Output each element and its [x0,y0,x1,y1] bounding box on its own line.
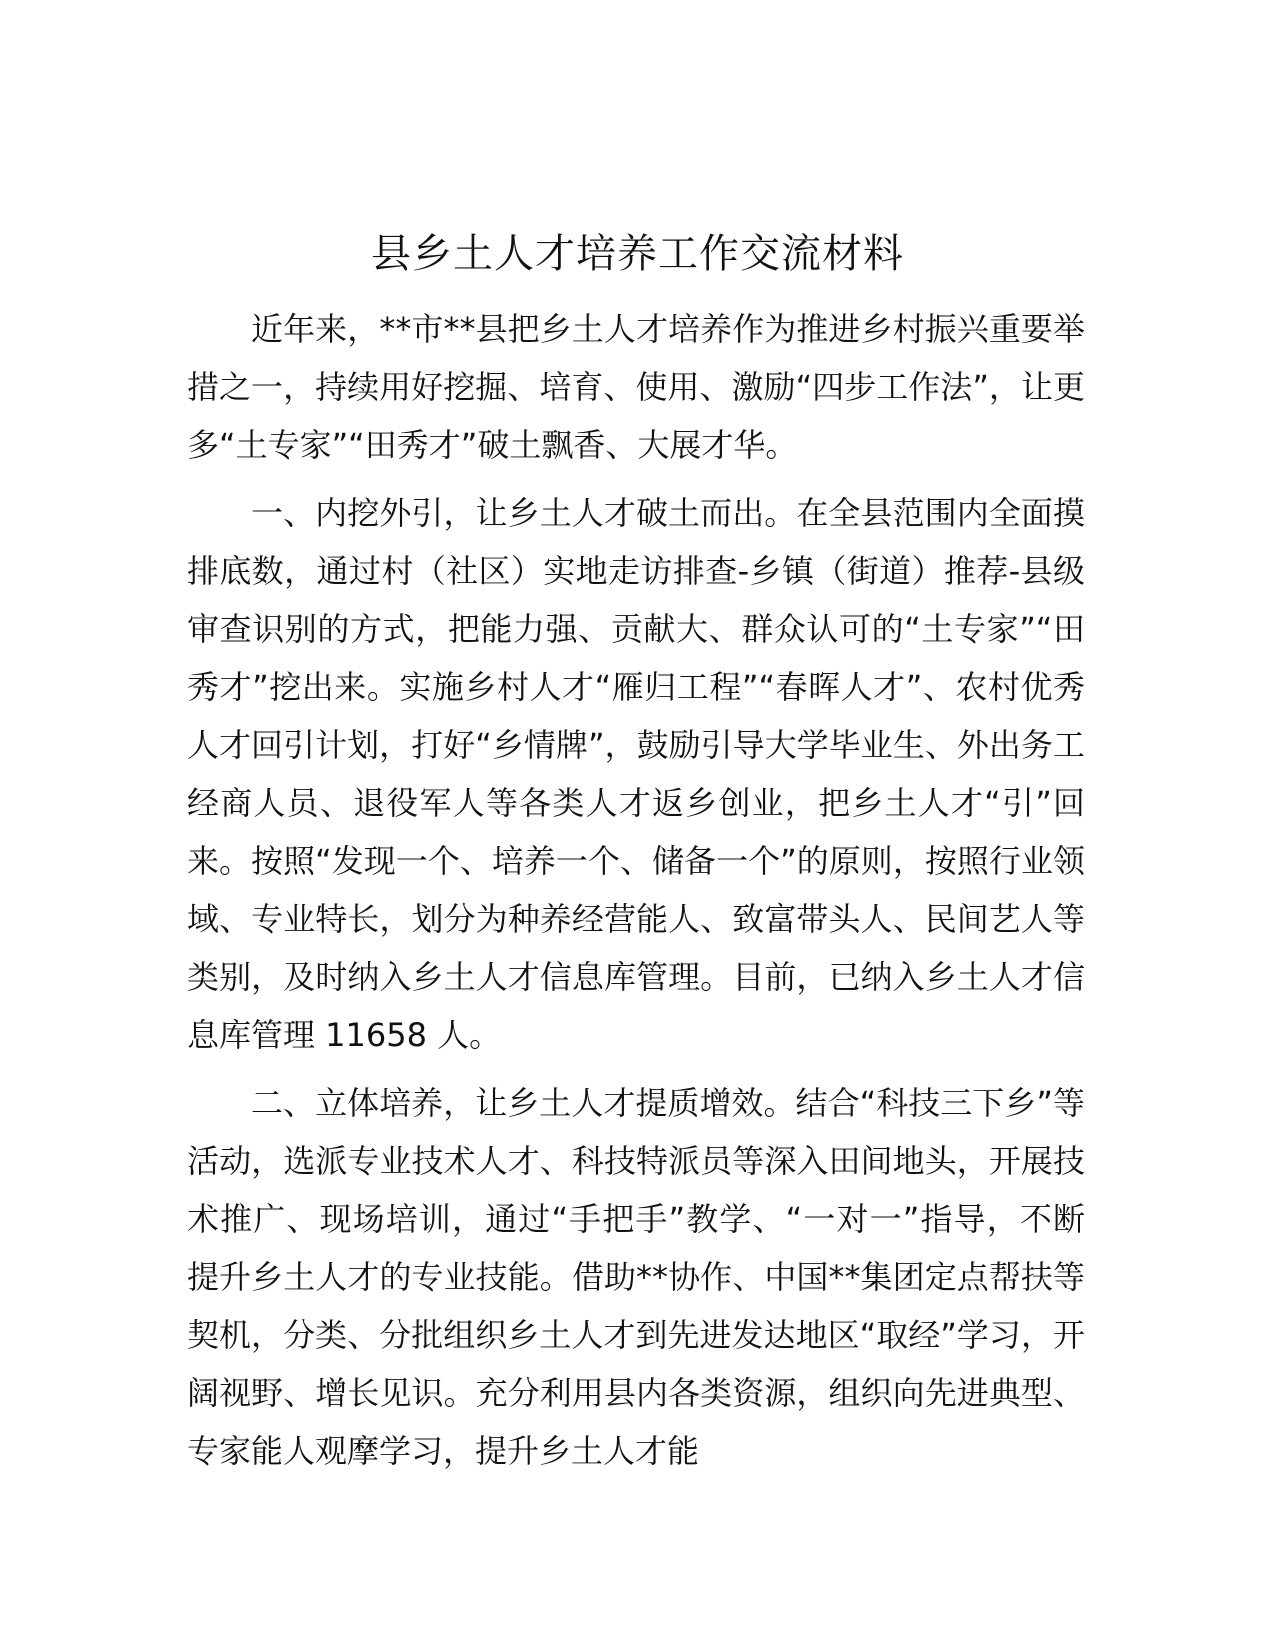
paragraph-section-1: 一、内挖外引，让乡土人才破土而出。在全县范围内全面摸排底数，通过村（社区）实地走访排查-乡镇（街道）推荐-县级审查识别的方式，把能力强、贡献大、群众认可的“土专家”“田秀才”挖出来。实施乡村人才“雁归工程”“春晖人才”、农村优秀人才回引计划，打好“乡情牌”，鼓励引导大学毕业生、外出务工经商人员、退役军人等各类人才返乡创业，把乡土人才“引”回来。按照“发现一个、培养一个、储备一个”的原则，按照行业领域、专业特长，划分为种养经营能人、致富带头人、民间艺人等类别，及时纳入乡土人才信息库管理。目前，已纳入乡土人才信息库管理 11658 人。 [187,494,1085,1054]
document-title: 县乡土人才培养工作交流材料 [371,231,904,277]
paragraph-intro: 近年来，**市**县把乡土人才培养作为推进乡村振兴重要举措之一，持续用好挖掘、培育、使用、激励“四步工作法”，让更多“土专家”“田秀才”破土飘香、大展才华。 [187,310,1085,464]
document-body [187,300,1085,1490]
paragraph-section-2: 二、立体培养，让乡土人才提质增效。结合“科技三下乡”等活动，选派专业技术人才、科技特派员等深入田间地头，开展技术推广、现场培训，通过“手把手”教学、“一对一”指导，不断提升乡土人才的专业技能。借助**协作、中国**集团定点帮扶等契机，分类、分批组织乡土人才到先进发达地区“取经”学习，开阔视野、增长见识。充分利用县内各类资源，组织向先进典型、专家能人观摩学习，提升乡土人才能 [187,1084,1085,1470]
